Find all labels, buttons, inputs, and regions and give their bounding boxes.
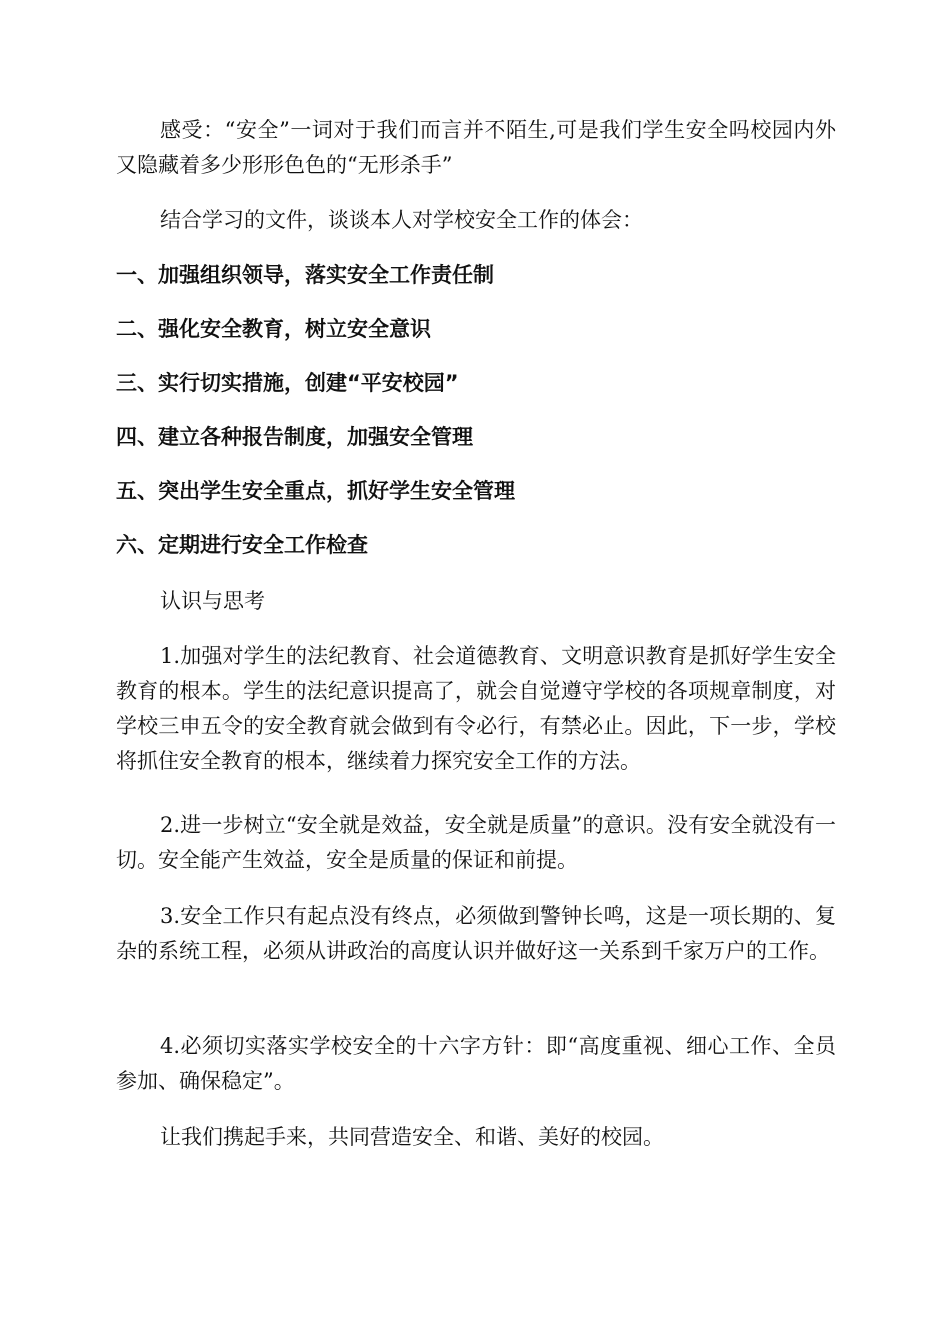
- lead-paragraph: 结合学习的文件，谈谈本人对学校安全工作的体会：: [160, 208, 643, 232]
- point-2: 2.进一步树立“安全就是效益，安全就是质量”的意识。没有安全就没有一切。安全能产生效益，安全是质量的保证和前提。: [116, 813, 836, 872]
- point-4: 4.必须切实落实学校安全的十六字方针：即“高度重视、细心工作、全员参加、确保稳定”。: [116, 1034, 836, 1093]
- heading-3: 三、实行切实措施，创建“平安校园”: [116, 371, 459, 395]
- heading-1: 一、加强组织领导，落实安全工作责任制: [116, 263, 494, 287]
- point-1: 1.加强对学生的法纪教育、社会道德教育、文明意识教育是抓好学生安全教育的根本。学生的法纪意识提高了，就会自觉遵守学校的各项规章制度，对学校三申五令的安全教育就会做到有令必行，有禁必止。因此，下一步，学校将抓住安全教育的根本，继续着力探究安全工作的方法。: [116, 644, 836, 773]
- point-3: 3.安全工作只有起点没有终点，必须做到警钟长鸣，这是一项长期的、复杂的系统工程，必须从讲政治的高度认识并做好这一关系到千家万户的工作。: [116, 904, 836, 963]
- heading-6: 六、定期进行安全工作检查: [116, 533, 368, 557]
- intro-paragraph: 感受：“安全”一词对于我们而言并不陌生,可是我们学生安全吗校园内外又隐藏着多少形形色色的“无形杀手”: [116, 118, 836, 177]
- heading-2: 二、强化安全教育，树立安全意识: [116, 317, 431, 341]
- closing-paragraph: 让我们携起手来，共同营造安全、和谐、美好的校园。: [160, 1125, 664, 1149]
- heading-4: 四、建立各种报告制度，加强安全管理: [116, 425, 473, 449]
- section-title: 认识与思考: [160, 589, 265, 613]
- heading-5: 五、突出学生安全重点，抓好学生安全管理: [116, 479, 515, 503]
